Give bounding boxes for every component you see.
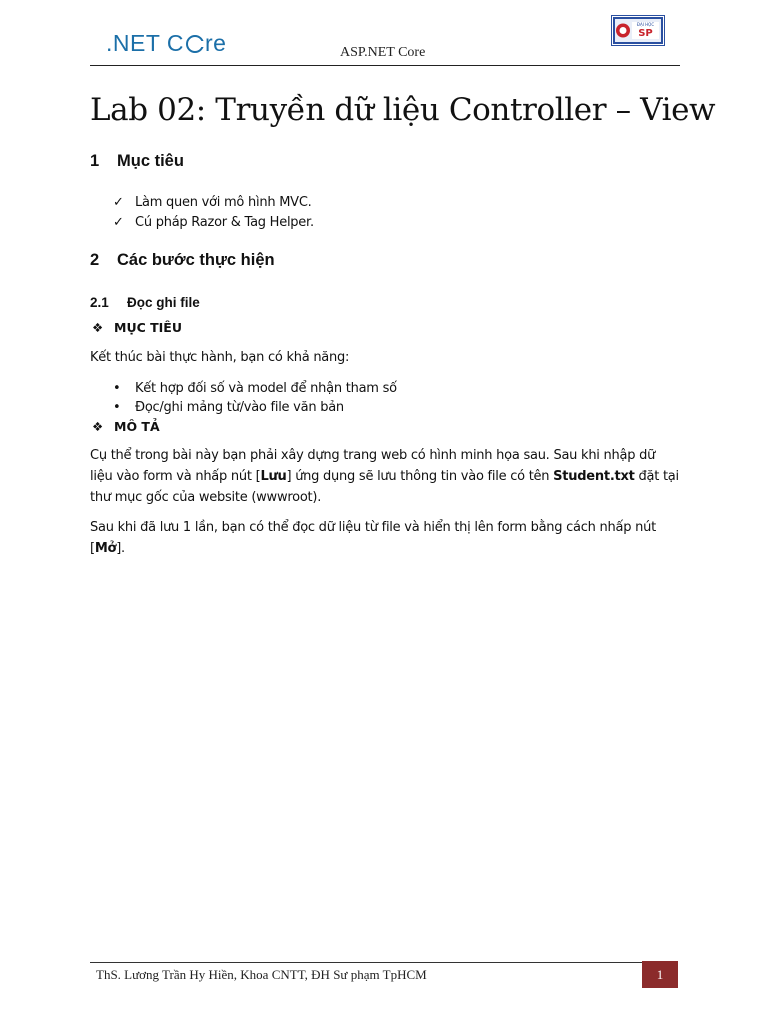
section-2-1-heading — [90, 295, 200, 310]
desc-p2-text-a: Sau khi đã lưu 1 lần, bạn có thể đọc dữ liệu từ file và hiển thị lên form bằng cách nhấp nút [ — [90, 520, 656, 556]
list-item — [113, 195, 312, 210]
university-logo-icon — [611, 15, 665, 46]
header-divider — [90, 65, 680, 66]
save-button-name: Lưu — [260, 469, 287, 484]
list-item — [113, 381, 397, 396]
logo-left-prefix: .NET C — [106, 30, 184, 56]
list-item-text: Kết hợp đối số và model để nhận tham số — [135, 381, 397, 396]
desc-p1-text-c: đặt tại thư mục gốc của website (wwwroot). — [90, 469, 679, 505]
diamond-bullet-icon: ❖ — [92, 419, 104, 434]
section-1-title: Mục tiêu — [117, 152, 184, 170]
document-title: Lab 02: Truyền dữ liệu Controller – View — [90, 92, 716, 128]
header-title: ASP.NET Core — [340, 45, 426, 60]
list-item-text: Đọc/ghi mảng từ/vào file văn bản — [135, 400, 344, 415]
section-2-number: 2 — [90, 251, 100, 269]
list-item — [113, 400, 344, 415]
section-1-number: 1 — [90, 152, 100, 170]
desc-p2-text-b: ]. — [116, 541, 125, 556]
section-1-heading — [90, 152, 184, 171]
logo-left-suffix: re — [204, 30, 227, 56]
logo-right-small: ĐẠI HỌC — [636, 22, 655, 27]
section-2-heading — [90, 251, 275, 270]
desc-p1-text-a: Cụ thể trong bài này bạn phải xây dựng trang web có hình minh họa sau. Sau khi nhập dữ liệu vào form và nhấp nút [ — [90, 448, 656, 484]
checkmark-icon: ✓ — [113, 215, 124, 230]
file-name: Student.txt — [553, 469, 635, 484]
section-2-title: Các bước thực hiện — [117, 251, 275, 269]
list-item-text: Cú pháp Razor & Tag Helper. — [135, 215, 314, 230]
logo-right-text: SP — [638, 28, 653, 39]
desc-label: MÔ TẢ — [114, 419, 160, 434]
page-number: 1 — [642, 961, 678, 988]
open-button-name: Mở — [94, 541, 117, 556]
footer-author: ThS. Lương Trần Hy Hiền, Khoa CNTT, ĐH Sư phạm TpHCM — [96, 967, 427, 982]
footer-divider — [90, 962, 642, 963]
diamond-bullet-icon: ❖ — [92, 320, 104, 335]
logo-ring-icon — [186, 35, 204, 53]
section-2-1-number: 2.1 — [90, 295, 109, 310]
description-paragraph-2 — [90, 517, 680, 559]
section-2-1-title: Đọc ghi file — [127, 295, 200, 310]
list-item-text: Làm quen với mô hình MVC. — [135, 195, 312, 210]
bullet-icon: • — [113, 400, 121, 415]
desc-p1-text-b: ] ứng dụng sẽ lưu thông tin vào file có tên — [286, 469, 554, 484]
goal-intro: Kết thúc bài thực hành, bạn có khả năng: — [90, 350, 350, 365]
bullet-icon: • — [113, 381, 121, 396]
dotnet-core-logo — [106, 30, 226, 57]
list-item — [113, 215, 314, 230]
goal-label-row — [92, 320, 182, 335]
desc-label-row — [92, 419, 160, 434]
description-paragraph-1 — [90, 445, 680, 508]
goal-label: MỤC TIÊU — [114, 320, 182, 335]
checkmark-icon: ✓ — [113, 195, 124, 210]
